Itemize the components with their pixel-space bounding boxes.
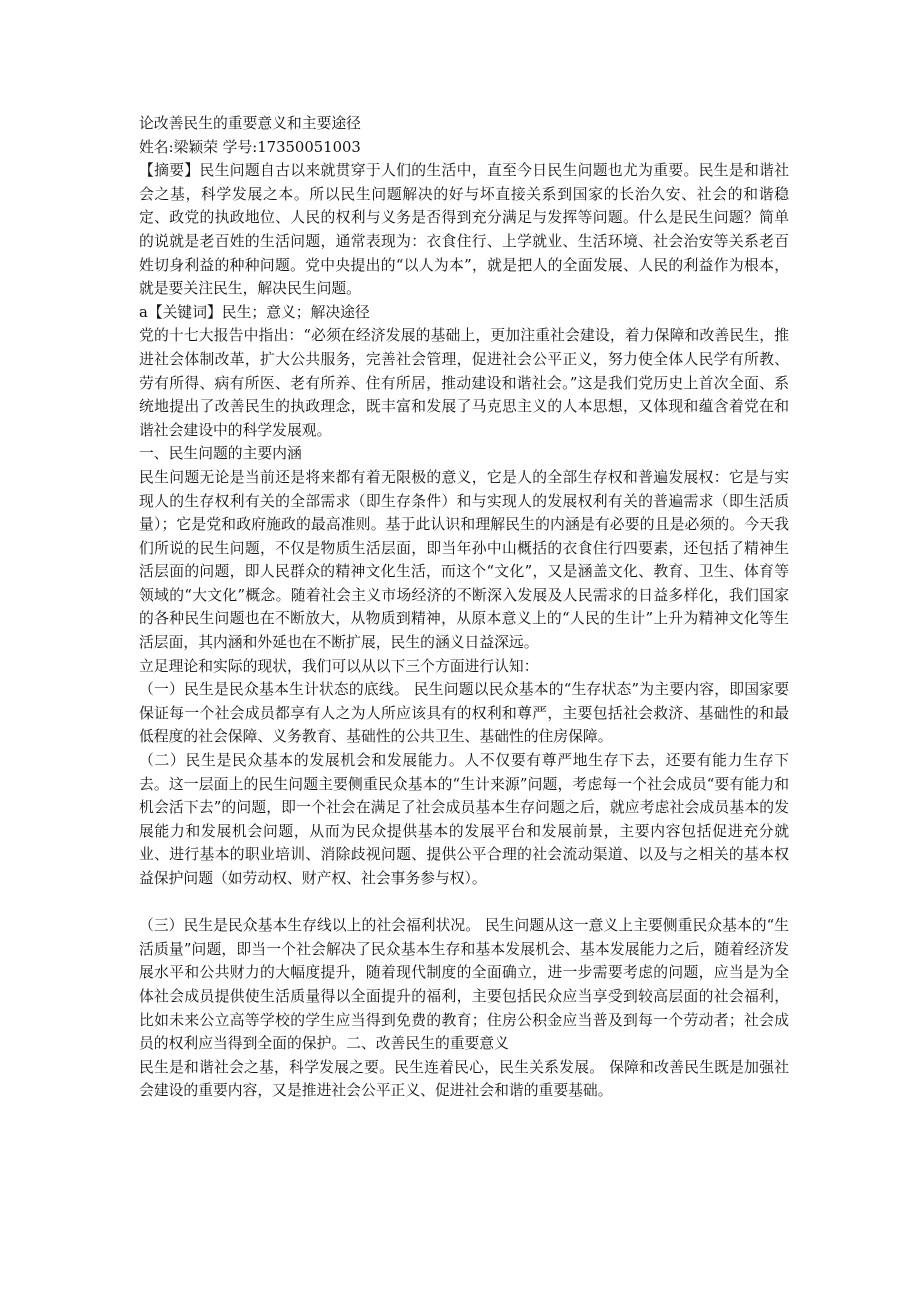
document-page <box>139 112 789 1103</box>
point3-paragraph: （三）民生是民众基本生存线以上的社会福利状况。 民生问题从这一意义上主要侧重民众基本的“生活质量”问题，即当一个社会解决了民众基本生存和基本发展机会、基本发展能力之后，随着经济发展水平和公共财力的大幅度提升，随着现代制度的全面确立，进一步需要考虑的问题，应当是为全体社会成员提供使生活质量得以全面提升的福利，主要包括民众应当享受到较高层面的社会福利，比如未来公立高等学校的学生应当得到免费的教育；住房公积金应当普及到每一个劳动者；社会成员的权利应当得到全面的保护。二、改善民生的重要意义 <box>139 917 789 1053</box>
document-title: 论改善民生的重要意义和主要途径 <box>139 115 361 132</box>
point1-paragraph: （一）民生是民众基本生计状态的底线。 民生问题以民众基本的“生存状态”为主要内容，即国家要保证每一个社会成员都享有人之为人所应该具有的权利和尊严，主要包括社会救济、基础性的和最低程度的社会保障、义务教育、基础性的公共卫生、基础性的住房保障。 <box>139 681 789 746</box>
keywords-line: a【关键词】民生；意义；解决途径 <box>139 303 370 321</box>
section2-paragraph: 民生是和谐社会之基，科学发展之要。民生连着民心，民生关系发展。 保障和改善民生既是加强社会建设的重要内容，又是推进社会公平正义、促进社会和谐的重要基础。 <box>139 1058 789 1100</box>
intro-paragraph: 党的十七大报告中指出：“必须在经济发展的基础上，更加注重社会建设，着力保障和改善民生，推进社会体制改革，扩大公共服务，完善社会管理，促进社会公平正义，努力使全体人民学有所教、劳有所得、病有所医、老有所养、住有所居，推动建设和谐社会。”这是我们党历史上首次全面、系统地提出了改善民生的执政理念，既丰富和发展了马克思主义的人本思想，又体现和蕴含着党在和谐社会建设中的科学发展观。 <box>139 327 789 439</box>
abstract-paragraph: 【摘要】民生问题自古以来就贯穿于人们的生活中，直至今日民生问题也尤为重要。民生是和谐社会之基，科学发展之本。所以民生问题解决的好与坏直接关系到国家的长治久安、社会的和谐稳定、政党的执政地位、人民的权利与义务是否得到充分满足与发挥等问题。什么是民生问题？简单的说就是老百姓的生活问题，通常表现为：衣食住行、上学就业、生活环境、社会治安等关系老百姓切身利益的种种问题。党中央提出的“以人为本”，就是把人的全面发展、人民的利益作为根本，就是要关注民生，解决民生问题。 <box>139 162 789 298</box>
point2-paragraph: （二）民生是民众基本的发展机会和发展能力。人不仅要有尊严地生存下去，还要有能力生存下去。这一层面上的民生问题主要侧重民众基本的“生计来源”问题，考虑每一个社会成员“要有能力和机会活下去”的问题，即一个社会在满足了社会成员基本生存问题之后，就应考虑社会成员基本的发展能力和发展机会问题，从而为民众提供基本的发展平台和发展前景，主要内容包括促进充分就业、进行基本的职业培训、消除歧视问题、提供公平合理的社会流动渠道、以及与之相关的基本权益保护问题（如劳动权、财产权、社会事务参与权）。 <box>139 752 789 887</box>
section1-lead: 立足理论和实际的现状，我们可以从以下三个方面进行认知： <box>139 657 539 675</box>
section1-heading: 一、民生问题的主要内涵 <box>139 445 302 463</box>
author-line: 姓名:梁颖荣 学号:17350051003 <box>139 138 361 156</box>
blank-line <box>139 891 789 915</box>
section1-paragraph: 民生问题无论是当前还是将来都有着无限极的意义，它是人的全部生存权和普遍发展权：它是与实现人的生存权利有关的全部需求（即生存条件）和与实现人的发展权利有关的普遍需求（即生活质量）；它是党和政府施政的最高准则。基于此认识和理解民生的内涵是有必要的且是必须的。今天我们所说的民生问题，不仅是物质生活层面，即当年孙中山概括的衣食住行四要素，还包括了精神生活层面的问题，即人民群众的精神文化生活，而这个“文化”，又是涵盖文化、教育、卫生、体育等领域的“大文化”概念。随着社会主义市场经济的不断深入发展及人民需求的日益多样化，我们国家的各种民生问题也在不断放大，从物质到精神，从原本意义上的“人民的生计”上升为精神文化等生活层面，其内涵和外延也在不断扩展，民生的涵义日益深远。 <box>139 468 789 652</box>
